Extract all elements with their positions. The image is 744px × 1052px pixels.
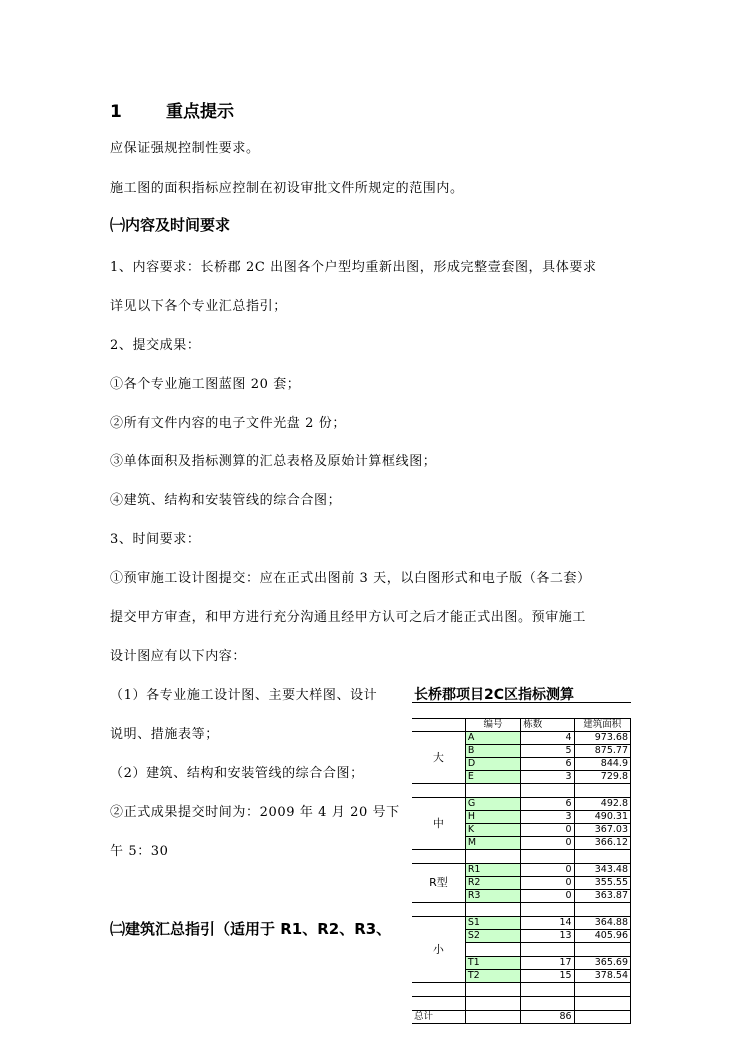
cell-count: 17 [521, 957, 574, 970]
spacer-row [412, 784, 631, 798]
section-title: 重点提示 [166, 102, 234, 122]
intro-line-2: 施工图的面积指标应控制在初设审批文件所规定的范围内。 [110, 181, 464, 196]
intro-line-1: 应保证强规控制性要求。 [110, 141, 260, 156]
body-line: 午 5：30 [110, 844, 169, 859]
body-line: 设计图应有以下内容： [110, 649, 247, 664]
body-line: 1、内容要求：长桥郡 2C 出图各个户型均重新出图，形成完整壹套图，具体要求 [110, 260, 597, 275]
body-line: ②正式成果提交时间为：2009 年 4 月 20 号下 [110, 805, 400, 820]
group-r-type: R型 [412, 864, 465, 903]
table-row [412, 917, 631, 930]
cell-count: 3 [521, 771, 574, 784]
cell-area: 367.03 [574, 824, 630, 837]
cell-area: 366.12 [574, 837, 630, 850]
cell-code: T2 [465, 970, 520, 983]
cell-area: 365.69 [574, 957, 630, 970]
body-line: ①预审施工设计图提交：应在正式出图前 3 天，以白图形式和电子版（各二套） [110, 571, 591, 586]
body-line: 提交甲方审查，和甲方进行充分沟通且经甲方认可之后才能正式出图。预审施工 [110, 610, 587, 625]
body-line: 说明、措施表等； [110, 727, 219, 742]
group-medium: 中 [412, 798, 465, 850]
cell-count: 0 [521, 824, 574, 837]
spacer-row [412, 850, 631, 864]
cell-area: 405.96 [574, 930, 630, 943]
spacer-row [412, 903, 631, 917]
table-header-row [412, 719, 631, 732]
body-line: ④建筑、结构和安装管线的综合合图； [110, 493, 342, 508]
cell-code: B [465, 745, 520, 758]
cell-count: 5 [521, 745, 574, 758]
cell-code: T1 [465, 957, 520, 970]
cell-area: 973.68 [574, 732, 630, 745]
spacer-row [412, 997, 631, 1011]
cell-code: S2 [465, 930, 520, 943]
group-header-cell [412, 719, 465, 732]
spacer-row [412, 983, 631, 997]
cell-code: A [465, 732, 520, 745]
cell-count: 3 [521, 811, 574, 824]
total-row [412, 1011, 631, 1024]
cell-code: R3 [465, 890, 520, 903]
table-row [412, 864, 631, 877]
section-number: 1 [110, 102, 122, 122]
section-heading [110, 97, 234, 122]
cell-count: 0 [521, 877, 574, 890]
group-large: 大 [412, 732, 465, 784]
total-area-empty [574, 1011, 630, 1024]
table-row [412, 798, 631, 811]
subsection-title-2: ㈡建筑汇总指引（适用于 R1、R2、R3、 [110, 920, 392, 938]
total-code-empty [465, 1011, 520, 1024]
body-line: （2）建筑、结构和安装管线的综合合图； [110, 766, 364, 781]
body-line: ①各个专业施工图蓝图 20 套； [110, 377, 301, 392]
header-area: 建筑面积 [574, 719, 630, 732]
cell-count: 0 [521, 864, 574, 877]
cell-count: 0 [521, 890, 574, 903]
body-line: 3、时间要求： [110, 532, 201, 547]
cell-code: M [465, 837, 520, 850]
cell-area: 355.55 [574, 877, 630, 890]
cell-count: 6 [521, 758, 574, 771]
cell-count: 14 [521, 917, 574, 930]
cell-count: 4 [521, 732, 574, 745]
table-row [412, 732, 631, 745]
cell-code: G [465, 798, 520, 811]
cell-code: R1 [465, 864, 520, 877]
total-count: 86 [521, 1011, 574, 1024]
table-title: 长桥郡项目2C区指标测算 [414, 687, 575, 703]
cell-code: R2 [465, 877, 520, 890]
total-label: 总计 [412, 1011, 465, 1024]
subsection-title-1: ㈠内容及时间要求 [110, 216, 231, 234]
cell-count: 6 [521, 798, 574, 811]
header-count: 栋数 [521, 719, 574, 732]
body-line: 2、提交成果： [110, 338, 201, 353]
body-line: 详见以下各个专业汇总指引； [110, 299, 287, 314]
cell-area: 844.9 [574, 758, 630, 771]
cell-area: 875.77 [574, 745, 630, 758]
cell-code: E [465, 771, 520, 784]
body-line: ③单体面积及指标测算的汇总表格及原始计算框线图； [110, 454, 437, 469]
body-line: （1）各专业施工设计图、主要大样图、设计 [110, 688, 378, 703]
cell-count: 13 [521, 930, 574, 943]
header-code: 编号 [465, 719, 520, 732]
cell-area: 343.48 [574, 864, 630, 877]
body-line: ②所有文件内容的电子文件光盘 2 份； [110, 416, 346, 431]
cell-area: 363.87 [574, 890, 630, 903]
indicator-table [412, 718, 631, 1024]
cell-count: 0 [521, 837, 574, 850]
cell-area: 490.31 [574, 811, 630, 824]
cell-area: 378.54 [574, 970, 630, 983]
cell-code: H [465, 811, 520, 824]
cell-code: D [465, 758, 520, 771]
cell-code: S1 [465, 917, 520, 930]
cell-code: K [465, 824, 520, 837]
table-title-rule [412, 702, 631, 703]
cell-area: 729.8 [574, 771, 630, 784]
group-small: 小 [412, 917, 465, 983]
cell-area: 364.88 [574, 917, 630, 930]
cell-area: 492.8 [574, 798, 630, 811]
cell-count: 15 [521, 970, 574, 983]
